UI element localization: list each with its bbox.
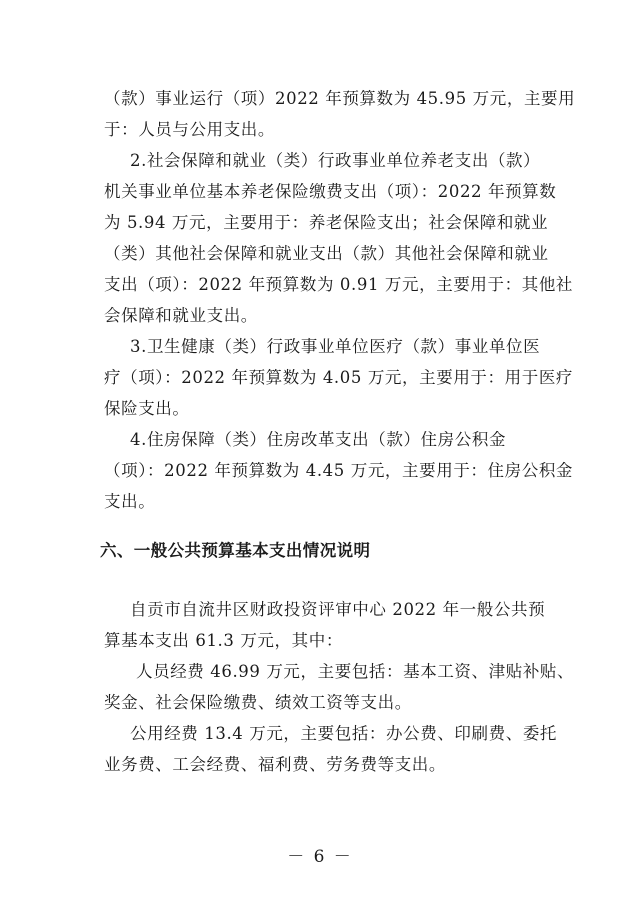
section-heading: 六、一般公共预算基本支出情况说明 xyxy=(100,541,371,560)
paragraph-line: 算基本支出 61.3 万元，其中： xyxy=(104,631,343,650)
paragraph-line: 公用经费 13.4 万元，主要包括：办公费、印刷费、委托 xyxy=(130,724,558,743)
paragraph-line: 3.卫生健康（类）行政事业单位医疗（款）事业单位医 xyxy=(130,337,541,356)
page-number: － 6 － xyxy=(287,847,353,867)
paragraph-line: 自贡市自流井区财政投资评审中心 2022 年一般公共预 xyxy=(130,600,546,619)
paragraph-line: 疗（项）：2022 年预算数为 4.05 万元，主要用于：用于医疗 xyxy=(104,368,574,387)
paragraph-line: 人员经费 46.99 万元，主要包括：基本工资、津贴补贴、 xyxy=(136,662,575,681)
paragraph-line: 为 5.94 万元，主要用于：养老保险支出；社会保障和就业 xyxy=(104,213,549,232)
paragraph-line: （类）其他社会保障和就业支出（款）其他社会保障和就业 xyxy=(104,244,549,263)
paragraph-line: 保险支出。 xyxy=(104,399,190,418)
paragraph-line: 机关事业单位基本养老保险缴费支出（项）：2022 年预算数 xyxy=(104,182,557,201)
paragraph-line: （项）：2022 年预算数为 4.45 万元，主要用于：住房公积金 xyxy=(104,461,574,480)
paragraph-line: 会保障和就业支出。 xyxy=(104,306,258,325)
paragraph-line: 于：人员与公用支出。 xyxy=(104,120,275,139)
paragraph-line: 支出（项）：2022 年预算数为 0.91 万元，主要用于：其他社 xyxy=(104,275,574,294)
paragraph-line: 2.社会保障和就业（类）行政事业单位养老支出（款） xyxy=(130,151,541,170)
paragraph-line: （款）事业运行（项）2022 年预算数为 45.95 万元，主要用 xyxy=(104,89,576,108)
paragraph-line: 4.住房保障（类）住房改革支出（款）住房公积金 xyxy=(130,430,507,449)
paragraph-line: 支出。 xyxy=(104,492,156,511)
paragraph-line: 奖金、社会保险缴费、绩效工资等支出。 xyxy=(104,693,412,712)
paragraph-line: 业务费、工会经费、福利费、劳务费等支出。 xyxy=(104,755,446,774)
